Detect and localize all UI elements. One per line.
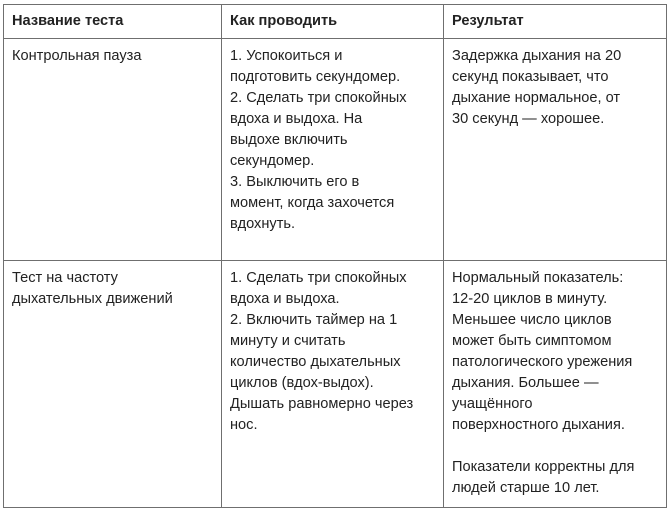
cell-line: 1. Успокоиться и	[230, 48, 343, 64]
table-header-row	[4, 5, 667, 39]
cell-line: дыхательных движений	[12, 291, 173, 307]
cell-line: людей старше 10 лет.	[452, 480, 600, 496]
cell-line: учащённого	[452, 396, 533, 412]
cell-line: вдоха и выдоха.	[230, 291, 340, 307]
cell-line: поверхностного дыхания.	[452, 417, 625, 433]
cell-line: вдоха и выдоха. На	[230, 111, 363, 127]
cell-line: нос.	[230, 417, 258, 433]
cell-line: дыхания. Большее —	[452, 375, 599, 391]
cell-method	[222, 261, 444, 508]
cell-line: патологического урежения	[452, 354, 633, 370]
header-how-to-perform: Как проводить	[222, 5, 444, 39]
cell-line: минуту и считать	[230, 333, 346, 349]
cell-line: Дышать равномерно через	[230, 396, 414, 412]
breathing-tests-table	[3, 4, 667, 508]
cell-line: может быть симптомом	[452, 333, 612, 349]
cell-method	[222, 39, 444, 261]
cell-line: момент, когда захочется	[230, 195, 395, 211]
cell-line: 30 секунд — хорошее.	[452, 111, 605, 127]
cell-line: секунд показывает, что	[452, 69, 609, 85]
cell-line: 3. Выключить его в	[230, 174, 360, 190]
cell-line: дыхание нормальное, от	[452, 90, 621, 106]
cell-line: Тест на частоту	[12, 270, 118, 286]
cell-line: Меньшее число циклов	[452, 312, 612, 328]
cell-line: 2. Включить таймер на 1	[230, 312, 398, 328]
cell-line: вдохнуть.	[230, 216, 296, 232]
cell-line: Контрольная пауза	[12, 48, 142, 64]
cell-line: циклов (вдох-выдох).	[230, 375, 374, 391]
cell-result	[444, 261, 667, 508]
cell-line: подготовить секундомер.	[230, 69, 401, 85]
table-row	[4, 39, 667, 261]
cell-line: Нормальный показатель:	[452, 270, 624, 286]
cell-line: выдохе включить	[230, 132, 348, 148]
cell-test-name	[4, 261, 222, 508]
paragraph-gap	[452, 436, 658, 457]
cell-line: 2. Сделать три спокойных	[230, 90, 407, 106]
table-row	[4, 261, 667, 508]
cell-line: секундомер.	[230, 153, 315, 169]
header-test-name: Название теста	[4, 5, 222, 39]
cell-line: 12-20 циклов в минуту.	[452, 291, 608, 307]
cell-line: количество дыхательных	[230, 354, 401, 370]
cell-line: Показатели корректны для	[452, 459, 635, 475]
cell-result	[444, 39, 667, 261]
cell-test-name	[4, 39, 222, 261]
header-result: Результат	[444, 5, 667, 39]
cell-line: 1. Сделать три спокойных	[230, 270, 407, 286]
cell-line: Задержка дыхания на 20	[452, 48, 622, 64]
